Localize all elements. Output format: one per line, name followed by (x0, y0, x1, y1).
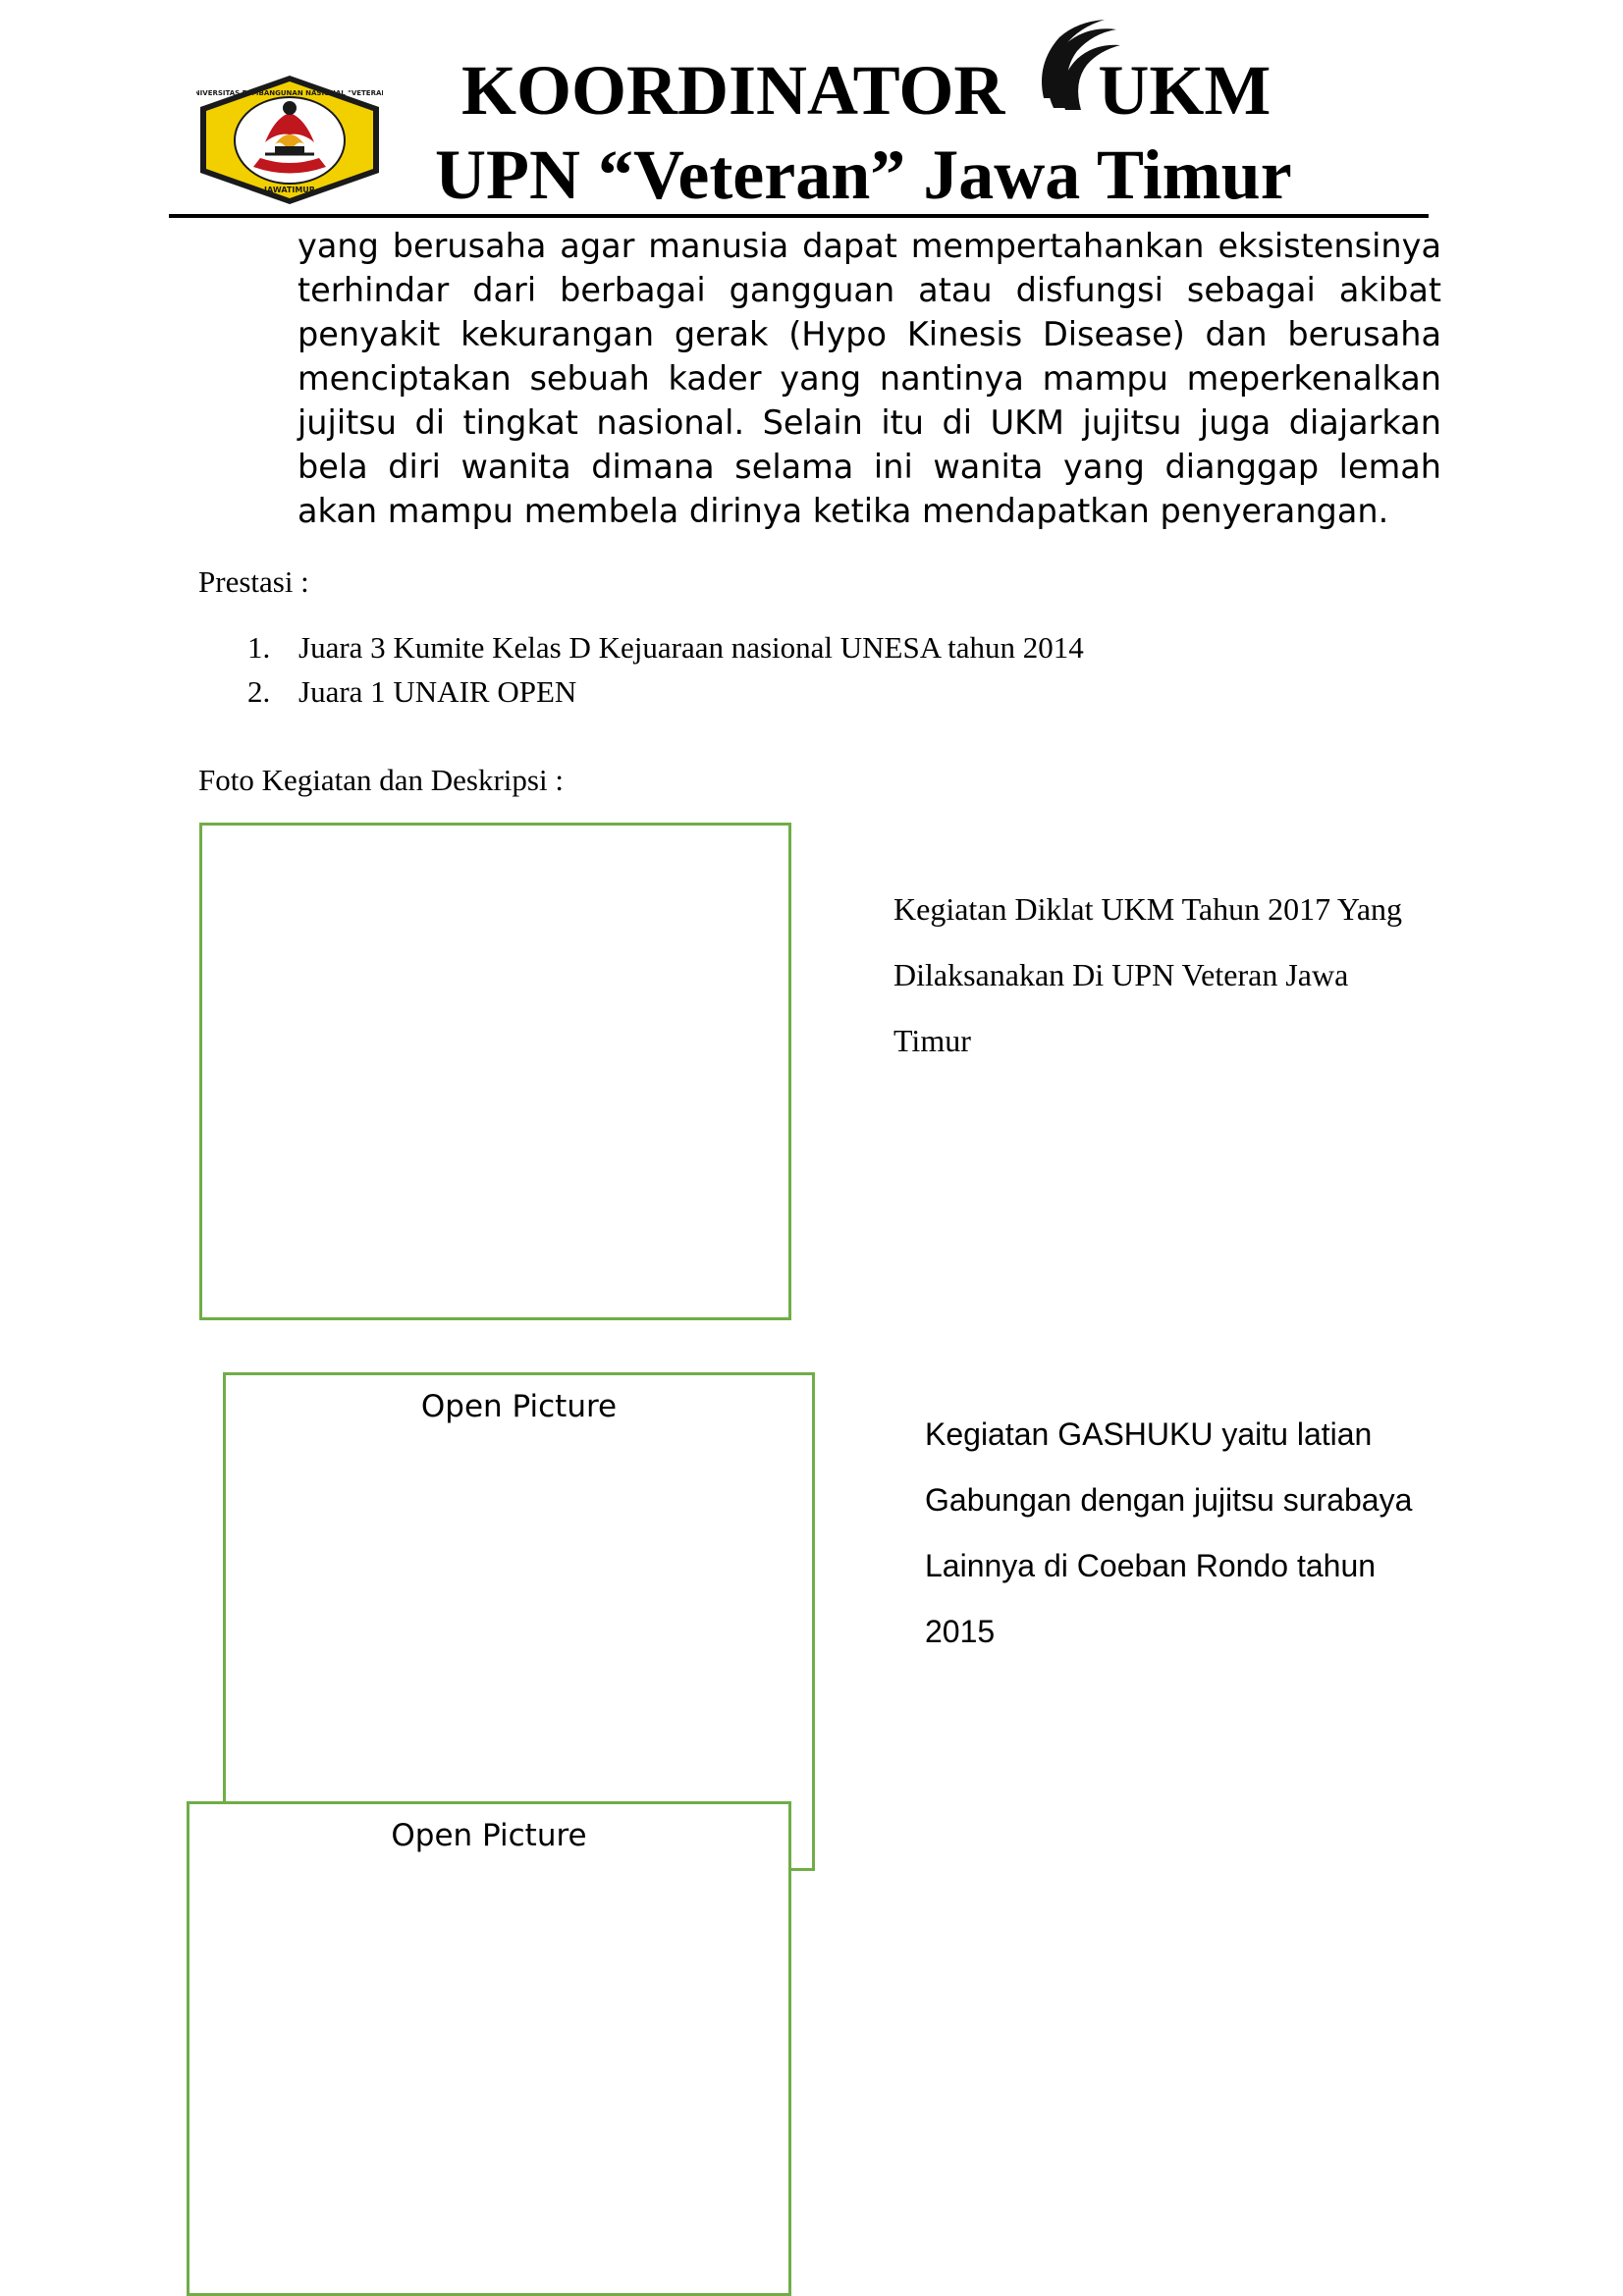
seal-text-top: UNIVERSITAS PEMBANGUNAN NASIONAL "VETERAN" (196, 89, 383, 97)
picture-frame-2[interactable] (223, 1372, 815, 1871)
header-koordinator: KOORDINATOR (461, 51, 1005, 130)
ukm-swirl-logo-icon (1036, 20, 1124, 118)
prestasi-label: Prestasi : (198, 564, 309, 599)
description-line: Lainnya di Coeban Rondo tahun (925, 1548, 1377, 1583)
description-line: Gabungan dengan jujitsu surabaya (925, 1482, 1413, 1518)
header-title-line1 (461, 51, 1306, 130)
foto-kegiatan-label: Foto Kegiatan dan Deskripsi : (198, 763, 564, 797)
list-item-number: 2. (247, 674, 271, 709)
description-line: Kegiatan GASHUKU yaitu latian (925, 1416, 1373, 1452)
description-line: 2015 (925, 1614, 996, 1649)
list-item-number: 1. (247, 630, 271, 665)
open-picture-label: Open Picture (391, 1818, 587, 1853)
list-item-text: Juara 3 Kumite Kelas D Kejuaraan nasional UNESA tahun 2014 (298, 630, 1084, 665)
description-line: Dilaksanakan Di UPN Veteran Jawa (893, 957, 1349, 992)
picture-frame-3[interactable] (187, 1801, 791, 2296)
description-diklat (893, 877, 1402, 1074)
university-seal-icon (196, 74, 383, 206)
open-picture-label: Open Picture (420, 1389, 618, 1424)
intro-paragraph: yang berusaha agar manusia dapat mempertahankan eksistensinya terhindar dari berbagai gangguan atau disfungsi sebagai akibat penyakit kekurangan gerak (Hypo Kinesis Disease) dan berusaha menciptakan sebuah kader yang nantinya mampu meperkenalkan jujitsu di tingkat nasional. Selain itu di UKM jujitsu juga diajarkan bela diri wanita dimana selama ini wanita yang dianggap lemah akan mampu membela dirinya ketika mendapatkan penyerangan. (298, 227, 1441, 530)
seal-text-bottom: JAWATIMUR (264, 186, 315, 194)
header-ukm: UKM (1098, 51, 1271, 130)
description-line: Kegiatan Diklat UKM Tahun 2017 Yang (893, 891, 1403, 927)
picture-frame-1[interactable] (199, 823, 791, 1320)
list-item-text: Juara 1 UNAIR OPEN (298, 674, 577, 709)
header-divider (169, 214, 1429, 218)
description-gashuku (925, 1402, 1412, 1665)
header-title-line2: UPN “Veteran” Jawa Timur (435, 135, 1292, 214)
description-line: Timur (893, 1023, 971, 1058)
